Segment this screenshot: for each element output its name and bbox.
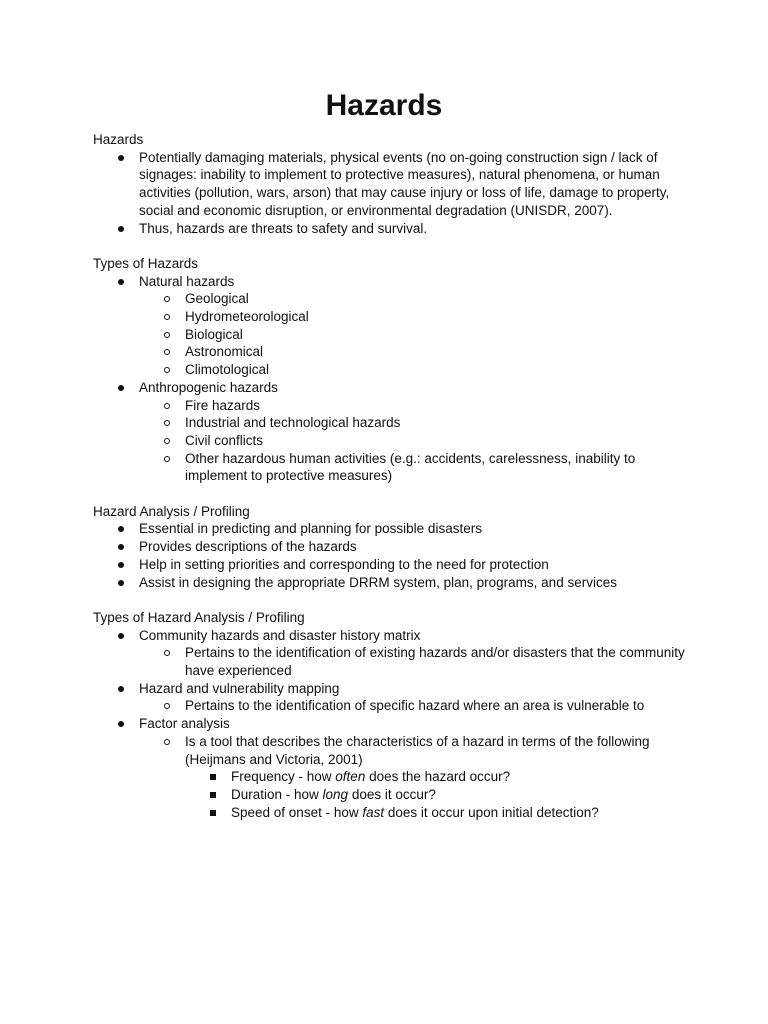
list-item-text: Pertains to the identification of specific hazard where an area is vulnerable to xyxy=(185,698,645,714)
list-item xyxy=(93,450,693,485)
bullet-list xyxy=(93,273,693,485)
section-heading: Types of Hazard Analysis / Profiling xyxy=(93,609,305,625)
bullet-disc-icon xyxy=(115,220,127,239)
list-item xyxy=(93,308,693,326)
list-item xyxy=(93,715,693,733)
list-item-text: Pertains to the identification of existing hazards and/or disasters that the community have experienced xyxy=(185,645,685,679)
bullet-disc-icon xyxy=(115,538,127,557)
list-item xyxy=(93,804,693,822)
list-item xyxy=(93,361,693,379)
list-item-text: Help in setting priorities and corresponding to the need for protection xyxy=(139,556,549,572)
list-item-text xyxy=(231,804,693,822)
list-item-text: Potentially damaging materials, physical events (no on-going construction sign / lack of signages: inability to implement to protective measures), natural phenomena, or human activities (pollution, wars, arson) that may cause injury or loss of life, damage to property, social and economic disruption, or environmental degradation (UNISDR, 2007). xyxy=(139,149,670,218)
bullet-disc-icon xyxy=(115,680,127,699)
bullet-circle-icon xyxy=(161,290,173,309)
list-item xyxy=(93,768,693,786)
list-item-text: Community hazards and disaster history matrix xyxy=(139,627,421,643)
list-item-text: Geological xyxy=(185,291,249,307)
list-item xyxy=(93,273,693,291)
bullet-disc-icon xyxy=(115,627,127,646)
list-item-text: Civil conflicts xyxy=(185,432,264,448)
list-item xyxy=(93,220,693,238)
bullet-disc-icon xyxy=(115,574,127,593)
bullet-circle-icon xyxy=(161,697,173,716)
bullet-disc-icon xyxy=(115,520,127,539)
text-run: Duration - how xyxy=(231,786,323,802)
list-item xyxy=(93,627,693,645)
bullet-circle-icon xyxy=(161,308,173,327)
section-heading: Hazards xyxy=(93,132,144,147)
bullet-disc-icon xyxy=(115,379,127,398)
bullet-list xyxy=(93,627,693,822)
bullet-circle-icon xyxy=(161,450,173,469)
bullet-square-icon xyxy=(207,768,219,787)
list-item xyxy=(93,326,693,344)
bullet-circle-icon xyxy=(161,343,173,362)
bullet-circle-icon xyxy=(161,361,173,380)
list-item-text: Natural hazards xyxy=(139,273,235,289)
list-item xyxy=(93,343,693,361)
bullet-square-icon xyxy=(207,804,219,823)
list-item xyxy=(93,697,693,715)
list-item-text: Biological xyxy=(185,326,243,342)
list-item-text: Is a tool that describes the characteristics of a hazard in terms of the following (Heijmans and Victoria, 2001) xyxy=(185,733,650,767)
list-item-text: Industrial and technological hazards xyxy=(185,415,401,431)
text-run: does it occur upon initial detection? xyxy=(384,804,599,820)
bullet-disc-icon xyxy=(115,149,127,168)
list-item-text: Provides descriptions of the hazards xyxy=(139,539,357,555)
text-run: Frequency - how xyxy=(231,769,336,785)
section-types-of-hazards xyxy=(93,255,693,485)
list-item-text: Fire hazards xyxy=(185,397,261,413)
list-item-text: Astronomical xyxy=(185,344,264,360)
section-types-of-hazard-analysis xyxy=(93,609,693,821)
list-item xyxy=(93,574,693,592)
bullet-disc-icon xyxy=(115,273,127,292)
list-item xyxy=(93,397,693,415)
bullet-list xyxy=(93,149,693,238)
list-item-text: Anthropogenic hazards xyxy=(139,379,278,395)
text-run: Speed of onset - how xyxy=(231,804,363,820)
bullet-circle-icon xyxy=(161,397,173,416)
list-item xyxy=(93,379,693,397)
list-item xyxy=(93,786,693,804)
list-item-text: Assist in designing the appropriate DRRM system, plan, programs, and services xyxy=(139,574,617,590)
list-item xyxy=(93,538,693,556)
page-title: Hazards xyxy=(325,89,443,122)
section-hazards xyxy=(93,131,693,237)
list-item xyxy=(93,414,693,432)
bullet-circle-icon xyxy=(161,733,173,752)
list-item-text: Essential in predicting and planning for possible disasters xyxy=(139,521,482,537)
document-body xyxy=(93,131,693,839)
bullet-circle-icon xyxy=(161,432,173,451)
list-item-text: Hazard and vulnerability mapping xyxy=(139,680,340,696)
list-item xyxy=(93,149,693,220)
list-item-text: Hydrometeorological xyxy=(185,309,309,325)
list-item xyxy=(93,644,693,679)
emphasis-text: long xyxy=(322,786,349,802)
bullet-disc-icon xyxy=(115,556,127,575)
bullet-square-icon xyxy=(207,786,219,805)
list-item-text xyxy=(231,786,693,804)
list-item xyxy=(93,733,693,768)
bullet-circle-icon xyxy=(161,414,173,433)
section-heading: Hazard Analysis / Profiling xyxy=(93,503,250,519)
list-item-text: Climotological xyxy=(185,362,270,378)
emphasis-text: often xyxy=(335,769,366,785)
list-item xyxy=(93,290,693,308)
list-item xyxy=(93,432,693,450)
list-item-text xyxy=(231,768,693,786)
bullet-circle-icon xyxy=(161,326,173,345)
list-item-text: Thus, hazards are threats to safety and survival. xyxy=(139,220,428,236)
text-run: does the hazard occur? xyxy=(365,769,511,785)
list-item xyxy=(93,520,693,538)
bullet-list xyxy=(93,520,693,591)
section-heading: Types of Hazards xyxy=(93,255,199,271)
bullet-circle-icon xyxy=(161,644,173,663)
list-item xyxy=(93,680,693,698)
list-item-text: Other hazardous human activities (e.g.: accidents, carelessness, inability to implement to protective measures) xyxy=(185,450,636,484)
list-item xyxy=(93,556,693,574)
text-run: does it occur? xyxy=(348,786,436,802)
list-item-text: Factor analysis xyxy=(139,716,230,732)
emphasis-text: fast xyxy=(362,804,385,820)
bullet-disc-icon xyxy=(115,715,127,734)
section-hazard-analysis xyxy=(93,503,693,592)
